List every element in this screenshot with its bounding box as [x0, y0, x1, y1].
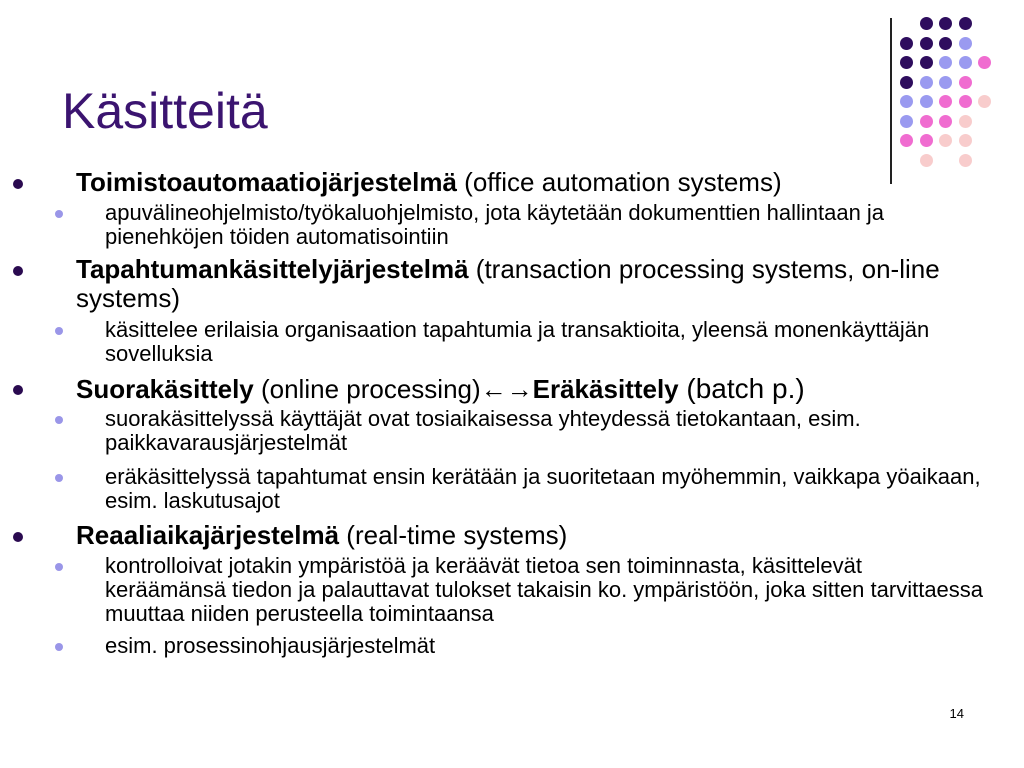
- sub-bullet-dot: [55, 563, 63, 571]
- decorative-dot: [939, 76, 952, 89]
- bullet-term-2: Eräkäsittely: [532, 374, 679, 404]
- decorative-dot: [939, 95, 952, 108]
- decorative-dot: [920, 56, 933, 69]
- decorative-dot: [920, 17, 933, 30]
- decorative-dot: [920, 37, 933, 50]
- decorative-dot: [939, 134, 952, 147]
- decorative-dot: [978, 56, 991, 69]
- decorative-dot: [959, 95, 972, 108]
- sub-bullet-text: esim. prosessinohjausjärjestelmät: [105, 633, 436, 658]
- sub-bullet-text: kontrolloivat jotakin ympäristöä ja keräävät tietoa sen toiminnasta, käsittelevät keräämänsä tiedon ja palauttavat tulokset takaisin ko. ympäristöön, joka sitten tarvittaessa muuttaa niiden perusteella toimintaansa: [105, 553, 984, 626]
- sub-bullet-dot: [55, 643, 63, 651]
- sub-bullet-text: apuvälineohjelmisto/työkaluohjelmisto, jota käytetään dokumenttien hallintaan ja pienehköjen töiden automatisointiin: [105, 200, 885, 249]
- decorative-dot: [920, 115, 933, 128]
- bullet-item: [0, 168, 1024, 197]
- sub-bullet-dot: [55, 210, 63, 218]
- bullet-list: [0, 168, 1024, 658]
- decorative-dot: [900, 134, 913, 147]
- sub-bullet-text: suorakäsittelyssä käyttäjät ovat tosiaikaisessa yhteydessä tietokantaan, esim. paikkavarausjärjestelmät: [105, 406, 861, 455]
- decorative-dot: [900, 95, 913, 108]
- bullet-dot: [13, 385, 23, 395]
- sub-bullet-item: [0, 407, 1024, 455]
- decorative-dot: [920, 95, 933, 108]
- decorative-dot: [959, 37, 972, 50]
- sub-bullet-dot: [55, 327, 63, 335]
- divider-line: [890, 18, 892, 184]
- bullet-description: (online processing): [253, 374, 481, 404]
- page-number: 14: [949, 706, 964, 721]
- bullet-dot: [13, 532, 23, 542]
- sub-bullet-item: [0, 465, 1024, 513]
- decorative-dot: [959, 56, 972, 69]
- bullet-term: Reaaliaikajärjestelmä: [76, 520, 340, 550]
- sub-bullet-dot: [55, 416, 63, 424]
- bullet-description: (transaction processing systems, on-line systems): [76, 254, 940, 313]
- decorative-dot: [900, 37, 913, 50]
- decorative-dot: [920, 134, 933, 147]
- bullet-item: [0, 255, 1024, 313]
- sub-bullet-text: käsittelee erilaisia organisaation tapahtumia ja transaktioita, yleensä monenkäyttäjän sovelluksia: [105, 317, 930, 366]
- decorative-dot: [959, 134, 972, 147]
- decorative-dot: [939, 17, 952, 30]
- sub-bullet-item: [0, 318, 1024, 366]
- sub-bullet-dot: [55, 474, 63, 482]
- bullet-description-2: (batch p.): [678, 373, 805, 404]
- decorative-dot: [920, 76, 933, 89]
- bullet-dot: [13, 266, 23, 276]
- double-arrow-icon: ←→: [480, 374, 533, 404]
- decorative-dot: [959, 17, 972, 30]
- decorative-dot: [939, 115, 952, 128]
- decorative-dot: [900, 56, 913, 69]
- bullet-description: (office automation systems): [456, 167, 782, 197]
- decorative-dot: [939, 56, 952, 69]
- decorative-dot: [959, 115, 972, 128]
- bullet-term: Tapahtumankäsittelyjärjestelmä: [76, 254, 469, 284]
- bullet-dot: [13, 179, 23, 189]
- decorative-dot: [900, 115, 913, 128]
- slide-title: Käsitteitä: [62, 83, 268, 139]
- sub-bullet-item: [0, 554, 1024, 626]
- decorative-dot: [920, 154, 933, 167]
- bullet-item: [0, 521, 1024, 550]
- bullet-description: (real-time systems): [339, 520, 568, 550]
- decorative-dot: [959, 154, 972, 167]
- sub-bullet-text: eräkäsittelyssä tapahtumat ensin kerätään ja suoritetaan myöhemmin, vaikkapa yöaikaan, esim. laskutusajot: [105, 464, 981, 513]
- bullet-item: [0, 374, 1024, 404]
- decorative-dot: [978, 95, 991, 108]
- decorative-dot: [959, 76, 972, 89]
- sub-bullet-item: [0, 201, 1024, 249]
- sub-bullet-item: [0, 634, 1024, 658]
- bullet-term: Toimistoautomaatiojärjestelmä: [76, 167, 457, 197]
- bullet-term: Suorakäsittely: [76, 374, 254, 404]
- decorative-dot: [939, 37, 952, 50]
- decorative-dot: [900, 76, 913, 89]
